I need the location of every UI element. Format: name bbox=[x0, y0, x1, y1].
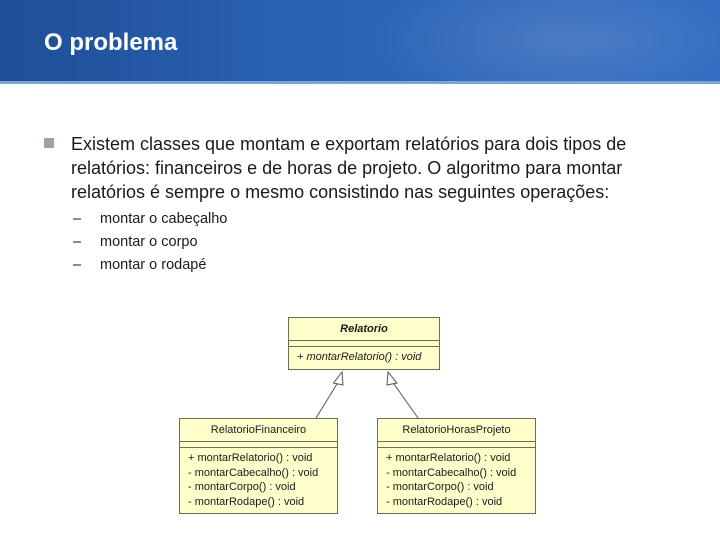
operation: - montarCorpo() : void bbox=[188, 481, 296, 493]
sub-item-text: montar o cabeçalho bbox=[100, 211, 228, 227]
dash-marker: – bbox=[73, 257, 82, 273]
operation: + montarRelatorio() : void bbox=[297, 351, 422, 363]
class-name: RelatorioFinanceiro bbox=[180, 419, 337, 442]
uml-class-relatorio bbox=[288, 317, 440, 370]
dash-marker: – bbox=[73, 234, 82, 250]
generalization-arrowhead-financeiro bbox=[334, 372, 344, 385]
operation: + montarRelatorio() : void bbox=[386, 452, 511, 464]
operations-compartment bbox=[180, 448, 337, 513]
class-name: RelatorioHorasProjeto bbox=[378, 419, 535, 442]
uml-class-relatorio-financeiro bbox=[179, 418, 338, 514]
dash-marker: – bbox=[73, 211, 82, 227]
slide-title: O problema bbox=[44, 29, 178, 56]
bullet-text: Existem classes que montam e exportam relatórios para dois tipos de relatórios: financeiros e de horas de projeto. O algoritmo para montar relatórios é sempre o mesmo consistindo nas seguintes operações: bbox=[71, 134, 627, 202]
class-name: Relatorio bbox=[289, 318, 439, 341]
uml-class-relatorio-horas-projeto bbox=[377, 418, 536, 514]
sub-item-text: montar o rodapé bbox=[100, 257, 207, 273]
generalization-line-horas bbox=[389, 382, 418, 418]
generalization-arrowhead-horas bbox=[387, 372, 397, 385]
operation: + montarRelatorio() : void bbox=[188, 452, 313, 464]
operation: - montarCabecalho() : void bbox=[188, 466, 319, 479]
operations-compartment bbox=[378, 448, 535, 513]
operation: - montarCorpo() : void bbox=[386, 481, 494, 493]
generalization-line-financeiro bbox=[316, 382, 342, 418]
operation: - montarCabecalho() : void bbox=[386, 466, 517, 479]
operation: - montarRodape() : void bbox=[386, 495, 503, 508]
operations-compartment bbox=[289, 347, 439, 369]
operation: - montarRodape() : void bbox=[188, 495, 305, 508]
sub-item-text: montar o corpo bbox=[100, 234, 198, 250]
